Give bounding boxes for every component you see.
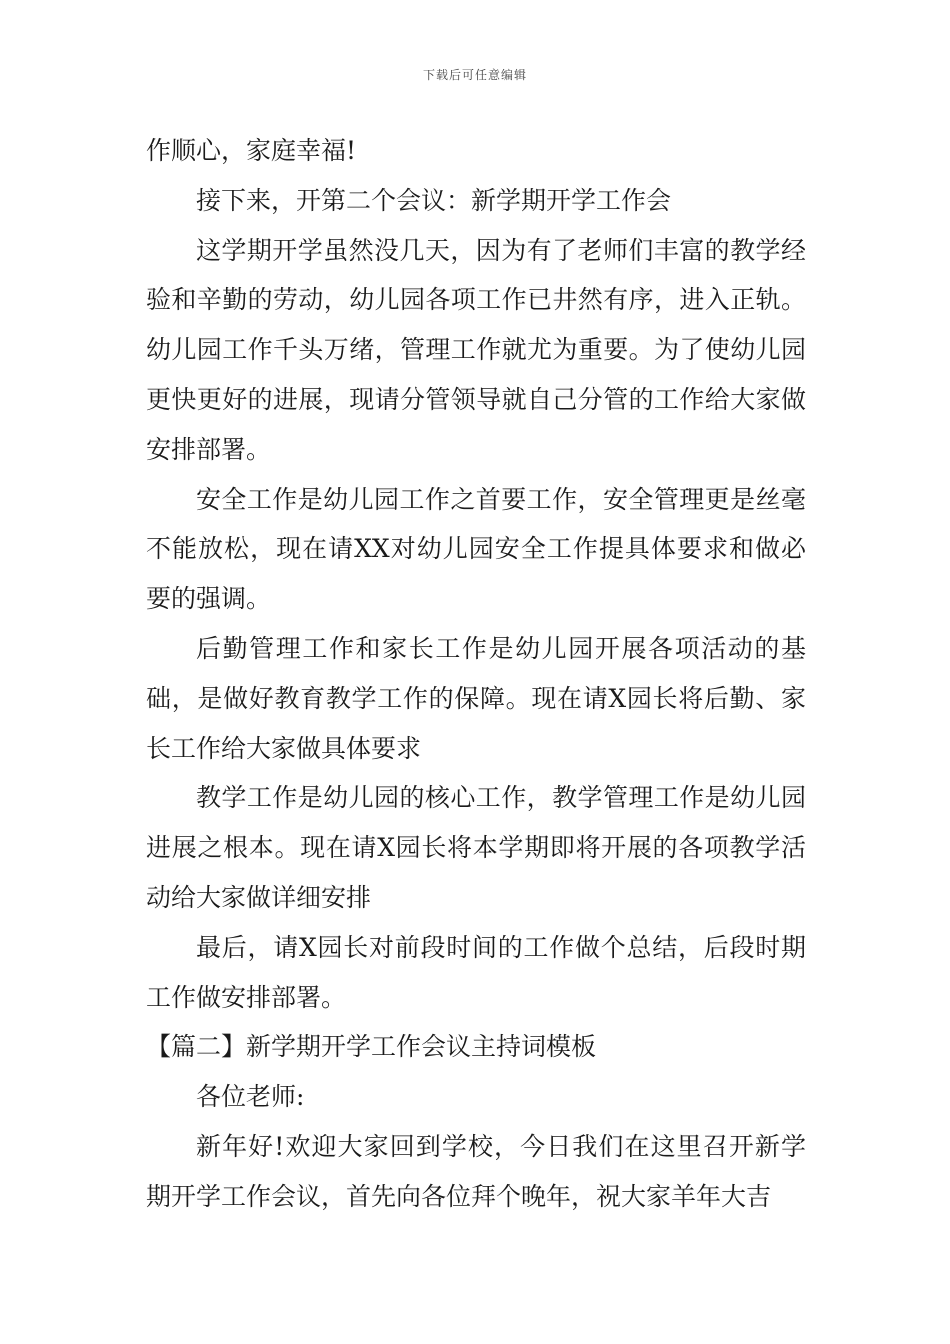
paragraph-welcome: 新年好!欢迎大家回到学校，今日我们在这里召开新学期开学工作会议，首先向各位拜个晚年，祝大家羊年大吉: [146, 1131, 806, 1211]
paragraph-intro: 这学期开学虽然没几天，因为有了老师们丰富的教学经验和辛勤的劳动，幼儿园各项工作已井然有序，进入正轨。幼儿园工作千头万绪，管理工作就尤为重要。为了使幼儿园更快更好的进展，现请分管领导就自己分管的工作给大家做安排部署。: [146, 235, 806, 464]
paragraph-second-meeting: 接下来，开第二个会议：新学期开学工作会: [196, 185, 672, 215]
document-body: [146, 126, 806, 1222]
page-header: 下载后可任意编辑: [422, 68, 527, 82]
section-heading: 【篇二】新学期开学工作会议主持词模板: [146, 1032, 597, 1062]
paragraph-logistics: 后勤管理工作和家长工作是幼儿园开展各项活动的基础，是做好教育教学工作的保障。现在请X园长将后勤、家长工作给大家做具体要求: [146, 633, 806, 763]
paragraph-summary: 最后，请X园长对前段时间的工作做个总结，后段时期工作做安排部署。: [146, 932, 806, 1012]
paragraph-safety: 安全工作是幼儿园工作之首要工作，安全管理更是丝毫不能放松，现在请XX对幼儿园安全工作提具体要求和做必要的强调。: [146, 484, 806, 614]
paragraph-teaching: 教学工作是幼儿园的核心工作，教学管理工作是幼儿园进展之根本。现在请X园长将本学期即将开展的各项教学活动给大家做详细安排: [146, 783, 806, 912]
paragraph-continuation: 作顺心，家庭幸福!: [146, 136, 357, 165]
paragraph-greeting: 各位老师:: [196, 1082, 305, 1112]
